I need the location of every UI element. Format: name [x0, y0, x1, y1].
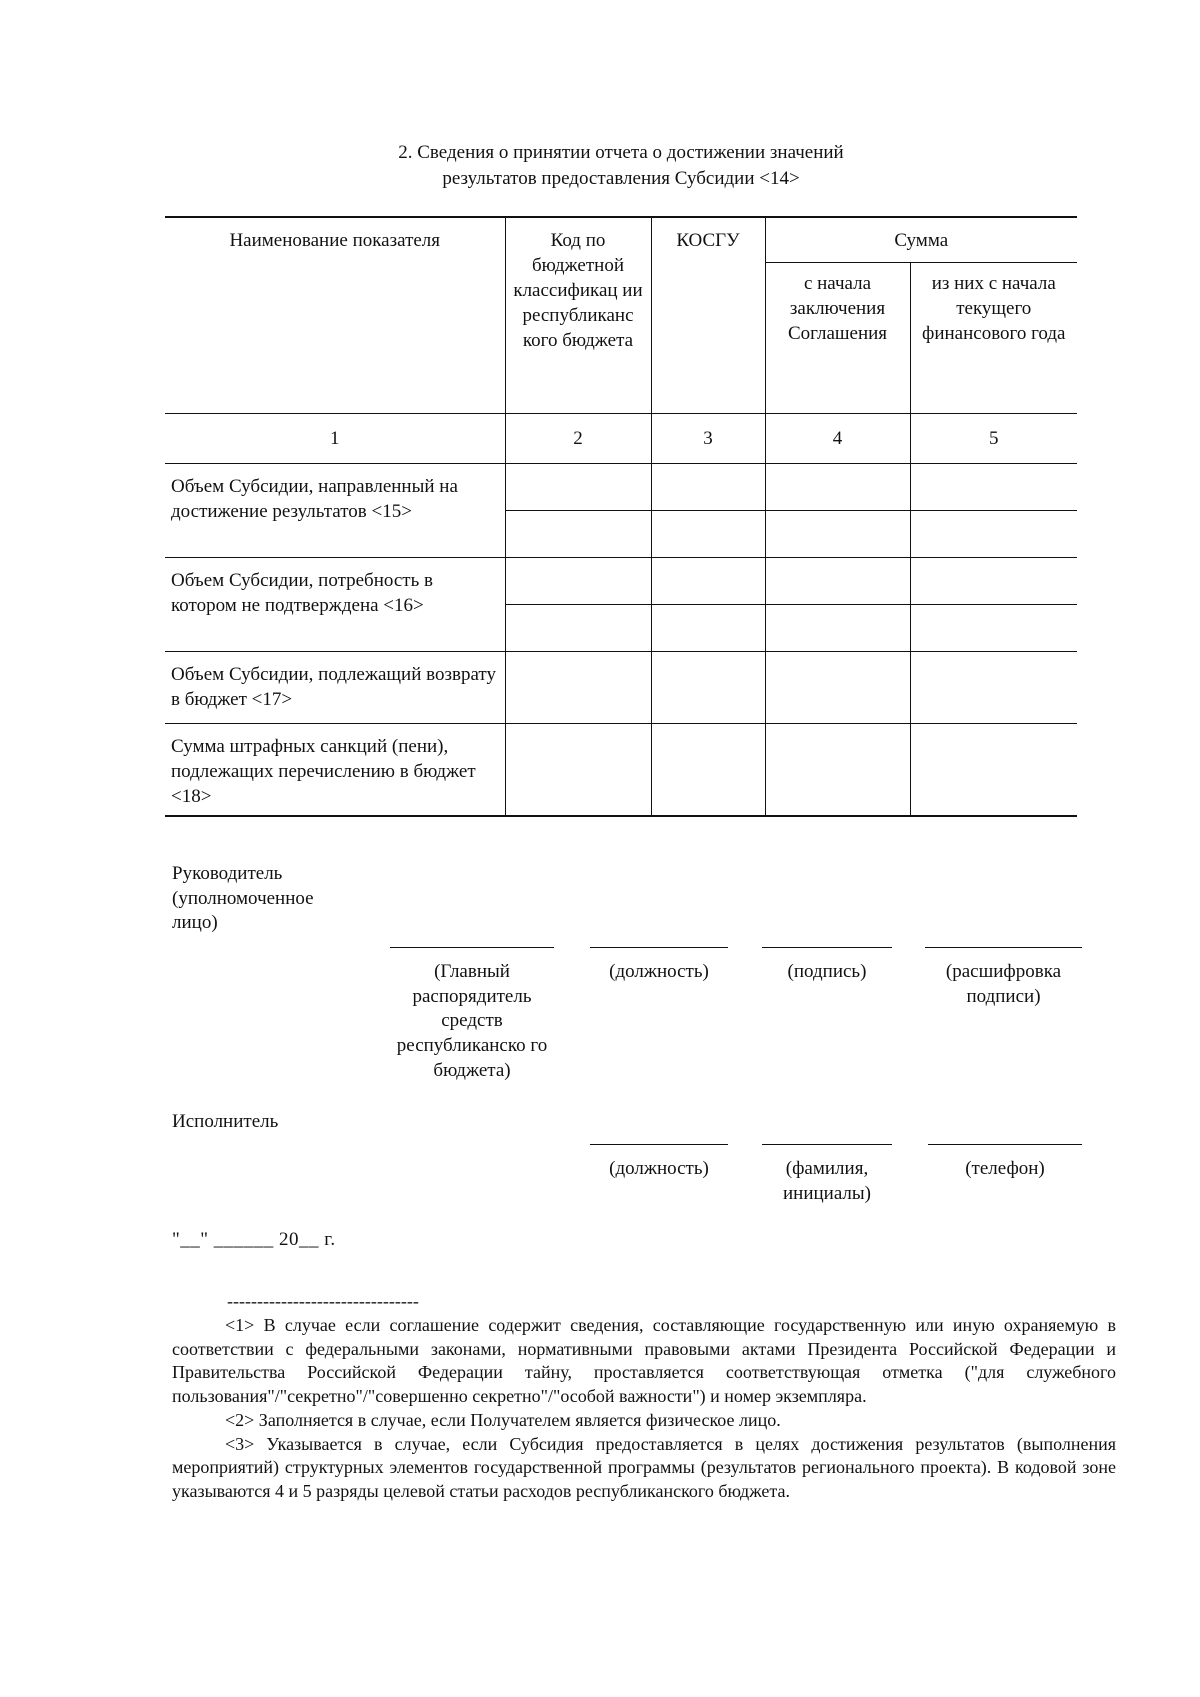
- date-field[interactable]: "__" ______ 20__ г.: [172, 1229, 336, 1250]
- table-cell[interactable]: [505, 464, 651, 511]
- table-cell[interactable]: [910, 605, 1077, 652]
- header-sum: Сумма: [765, 217, 1077, 263]
- table-cell[interactable]: [765, 558, 910, 605]
- column-number: 5: [910, 414, 1077, 464]
- table-cell[interactable]: [505, 724, 651, 817]
- table-cell[interactable]: [910, 558, 1077, 605]
- header-budget-code: Код по бюджетной классификац ии республиканс кого бюджета: [505, 217, 651, 414]
- executor-label: Исполнитель: [172, 1111, 279, 1132]
- table-cell[interactable]: [651, 652, 765, 724]
- footnote-separator: --------------------------------: [227, 1291, 419, 1311]
- footnote-3: <3> Указывается в случае, если Субсидия предоставляется в целях достижения результатов (выполнения мероприятий) структурных элементов государственной программы (результатов регионального проекта). В кодовой зоне указываются 4 и 5 разряды целевой статьи расходов республиканского бюджета.: [172, 1433, 1116, 1501]
- table-cell[interactable]: [765, 605, 910, 652]
- decoding-signature-line[interactable]: [925, 947, 1082, 948]
- table-cell[interactable]: [651, 464, 765, 511]
- table-cell[interactable]: [765, 652, 910, 724]
- executor-phone-line[interactable]: [928, 1144, 1082, 1145]
- table-cell[interactable]: [651, 511, 765, 558]
- caption-executor-name: (фамилия, инициалы): [782, 1158, 871, 1204]
- header-sum-current-year: из них с начала текущего финансового года: [910, 263, 1077, 414]
- caption-executor-phone: (телефон): [965, 1158, 1045, 1179]
- org-signature-line[interactable]: [390, 947, 554, 948]
- row-label-penalties: Сумма штрафных санкций (пени), подлежащих перечислению в бюджет <18>: [165, 724, 505, 817]
- header-sum-from-agreement: с начала заключения Соглашения: [765, 263, 910, 414]
- executor-position-line[interactable]: [590, 1144, 728, 1145]
- executor-name-line[interactable]: [762, 1144, 892, 1145]
- footnotes: [172, 1290, 1116, 1504]
- column-number-row: [165, 414, 1077, 464]
- row-label-subsidy-return: Объем Субсидии, подлежащий возврату в бюджет <17>: [165, 652, 505, 724]
- header-indicator-name: Наименование показателя: [165, 217, 505, 414]
- section-title: [165, 140, 1077, 191]
- table-cell[interactable]: [765, 724, 910, 817]
- table-cell[interactable]: [765, 464, 910, 511]
- header-kosgu: КОСГУ: [651, 217, 765, 414]
- table-cell[interactable]: [910, 511, 1077, 558]
- caption-position: (должность): [609, 961, 709, 982]
- head-label: Руководитель (уполномоченное лицо): [172, 863, 314, 934]
- section-title-line-2: результатов предоставления Субсидии <14>: [442, 167, 800, 189]
- column-number: 4: [765, 414, 910, 464]
- table-cell[interactable]: [505, 558, 651, 605]
- table-cell[interactable]: [910, 652, 1077, 724]
- column-number: 3: [651, 414, 765, 464]
- position-signature-line[interactable]: [590, 947, 728, 948]
- footnote-2: <2> Заполняется в случае, если Получателем является физическое лицо.: [225, 1409, 781, 1430]
- table-cell[interactable]: [910, 724, 1077, 817]
- caption-signature: (подпись): [787, 961, 867, 982]
- row-label-subsidy-directed: Объем Субсидии, направленный на достижение результатов <15>: [165, 464, 505, 558]
- row-label-subsidy-unconfirmed: Объем Субсидии, потребность в котором не подтверждена <16>: [165, 558, 505, 652]
- table-cell[interactable]: [505, 511, 651, 558]
- signature-line[interactable]: [762, 947, 892, 948]
- report-table: [165, 216, 1077, 817]
- table-cell[interactable]: [651, 558, 765, 605]
- table-cell[interactable]: [910, 464, 1077, 511]
- column-number: 2: [505, 414, 651, 464]
- table-cell[interactable]: [651, 724, 765, 817]
- caption-decoding: (расшифровка подписи): [945, 961, 1062, 1007]
- footnote-1: <1> В случае если соглашение содержит сведения, составляющие государственную или иную охраняемую в соответствии с федеральными законами, нормативными правовыми актами Президента Российской Федерации и Правительства Российской Федерации тайну, проставляется соответствующая отметка ("для служебного пользования"/"секретно"/"совершенно секретно"/"особой важности") и номер экземпляра.: [172, 1314, 1116, 1406]
- caption-executor-position: (должность): [609, 1158, 709, 1179]
- column-number: 1: [165, 414, 505, 464]
- table-cell[interactable]: [505, 652, 651, 724]
- section-title-line-1: 2. Сведения о принятии отчета о достижении значений: [398, 142, 844, 163]
- table-cell[interactable]: [651, 605, 765, 652]
- caption-org: (Главный распорядитель средств республиканско го бюджета): [396, 961, 548, 1081]
- table-cell[interactable]: [505, 605, 651, 652]
- table-cell[interactable]: [765, 511, 910, 558]
